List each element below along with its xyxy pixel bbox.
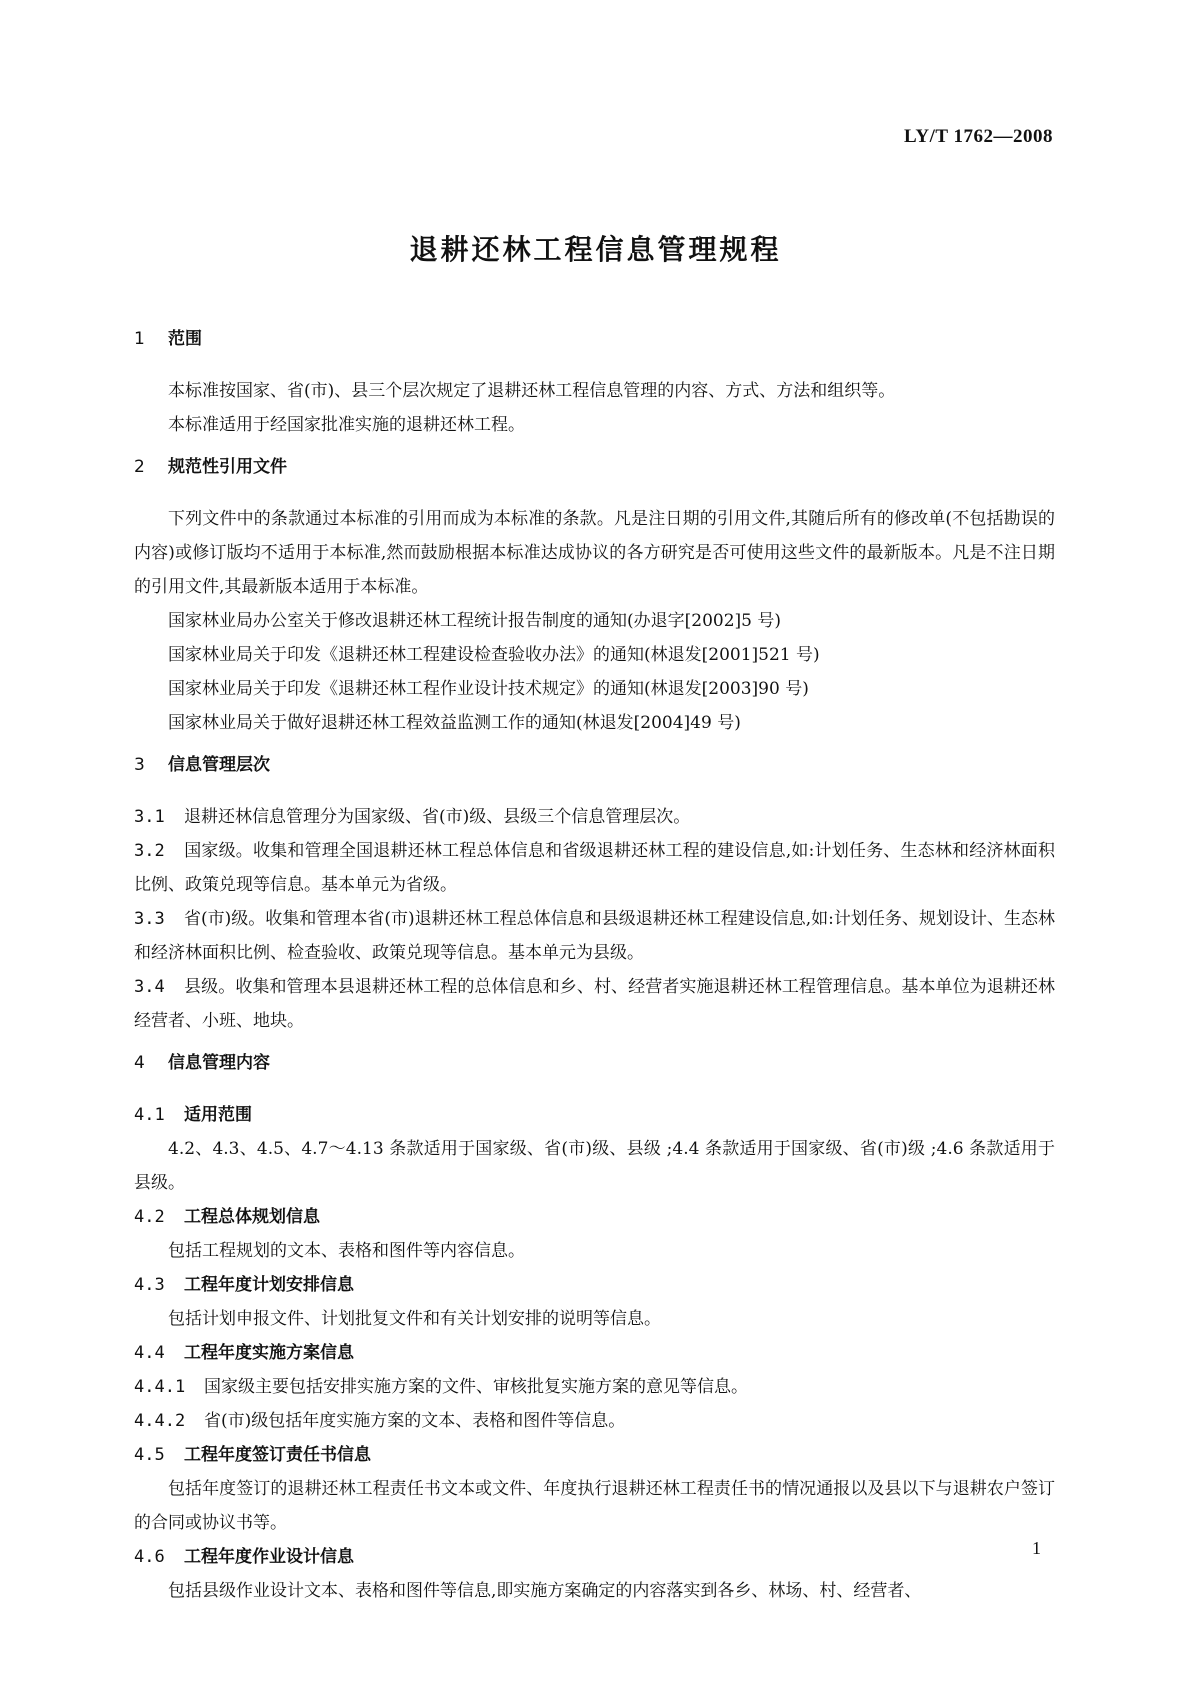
section-number: 4 (134, 1053, 145, 1073)
clause-title: 工程年度计划安排信息 (184, 1275, 354, 1295)
paragraph: 4.2、4.3、4.5、4.7～4.13 条款适用于国家级、省(市)级、县级 ;4.4 条款适用于国家级、省(市)级 ;4.6 条款适用于县级。 (134, 1139, 1055, 1193)
paragraph: 包括年度签订的退耕还林工程责任书文本或文件、年度执行退耕还林工程责任书的情况通报以及县以下与退耕农户签订的合同或协议书等。 (134, 1479, 1055, 1533)
clause (134, 834, 1055, 902)
clause-text: 国家级主要包括安排实施方案的文件、审核批复实施方案的意见等信息。 (204, 1377, 748, 1397)
clause-number: 4.4 (134, 1343, 165, 1363)
subclause-heading (134, 1268, 1055, 1302)
clause-text: 国家级。收集和管理全国退耕还林工程总体信息和省级退耕还林工程的建设信息,如:计划任务、生态林和经济林面积比例、政策兑现等信息。基本单元为省级。 (134, 841, 1055, 895)
clause-title: 工程年度实施方案信息 (184, 1343, 354, 1363)
clause (134, 970, 1055, 1038)
clause-number: 3.4 (134, 977, 165, 997)
subclause-heading (134, 1540, 1055, 1574)
reference-item: 国家林业局办公室关于修改退耕还林工程统计报告制度的通知(办退字[2002]5 号) (168, 611, 782, 631)
clause-number: 3.3 (134, 909, 165, 929)
clause-number: 4.1 (134, 1105, 165, 1125)
paragraph: 本标准适用于经国家批准实施的退耕还林工程。 (168, 415, 525, 435)
subclause (134, 1370, 1055, 1404)
reference-item: 国家林业局关于印发《退耕还林工程作业设计技术规定》的通知(林退发[2003]90 号) (168, 679, 809, 699)
section-title: 规范性引用文件 (168, 457, 287, 477)
section-number: 3 (134, 755, 145, 775)
section-number: 1 (134, 329, 145, 349)
clause-title: 工程年度签订责任书信息 (184, 1445, 371, 1465)
clause-title: 工程年度作业设计信息 (184, 1547, 354, 1567)
paragraph: 包括工程规划的文本、表格和图件等内容信息。 (168, 1241, 525, 1261)
standard-number: LY/T 1762—2008 (903, 126, 1053, 147)
section-title: 信息管理内容 (168, 1053, 270, 1073)
section-heading (134, 454, 1055, 480)
subclause (134, 1404, 1055, 1438)
clause-number: 4.2 (134, 1207, 165, 1227)
paragraph: 包括计划申报文件、计划批复文件和有关计划安排的说明等信息。 (168, 1309, 661, 1329)
paragraph: 本标准按国家、省(市)、县三个层次规定了退耕还林工程信息管理的内容、方式、方法和组织等。 (168, 381, 896, 401)
clause-number: 4.4.1 (134, 1377, 186, 1397)
document-title: 退耕还林工程信息管理规程 (409, 233, 782, 266)
section-heading (134, 752, 1055, 778)
clause-number: 3.1 (134, 807, 165, 827)
section-number: 2 (134, 457, 145, 477)
clause-title: 适用范围 (184, 1105, 252, 1125)
section-heading (134, 1050, 1055, 1076)
clause-number: 4.5 (134, 1445, 165, 1465)
reference-item: 国家林业局关于做好退耕还林工程效益监测工作的通知(林退发[2004]49 号) (168, 713, 741, 733)
clause-text: 退耕还林信息管理分为国家级、省(市)级、县级三个信息管理层次。 (184, 807, 691, 827)
paragraph: 下列文件中的条款通过本标准的引用而成为本标准的条款。凡是注日期的引用文件,其随后所有的修改单(不包括勘误的内容)或修订版均不适用于本标准,然而鼓励根据本标准达成协议的各方研究是否可使用这些文件的最新版本。凡是不注日期的引用文件,其最新版本适用于本标准。 (134, 509, 1055, 597)
subclause-heading (134, 1098, 1055, 1132)
clause-number: 3.2 (134, 841, 165, 861)
document-body (134, 326, 1055, 1608)
clause-title: 工程总体规划信息 (184, 1207, 320, 1227)
reference-item: 国家林业局关于印发《退耕还林工程建设检查验收办法》的通知(林退发[2001]521 号) (168, 645, 820, 665)
clause-number: 4.4.2 (134, 1411, 186, 1431)
clause (134, 902, 1055, 970)
paragraph: 包括县级作业设计文本、表格和图件等信息,即实施方案确定的内容落实到各乡、林场、村、经营者、 (168, 1581, 922, 1601)
clause-number: 4.6 (134, 1547, 165, 1567)
clause-number: 4.3 (134, 1275, 165, 1295)
clause (134, 800, 1055, 834)
clause-text: 县级。收集和管理本县退耕还林工程的总体信息和乡、村、经营者实施退耕还林工程管理信息。基本单位为退耕还林经营者、小班、地块。 (134, 977, 1055, 1031)
section-heading (134, 326, 1055, 352)
clause-text: 省(市)级。收集和管理本省(市)退耕还林工程总体信息和县级退耕还林工程建设信息,如:计划任务、规划设计、生态林和经济林面积比例、检查验收、政策兑现等信息。基本单元为县级。 (134, 909, 1055, 963)
page-number: 1 (1032, 1538, 1041, 1558)
subclause-heading (134, 1438, 1055, 1472)
subclause-heading (134, 1336, 1055, 1370)
clause-text: 省(市)级包括年度实施方案的文本、表格和图件等信息。 (204, 1411, 626, 1431)
section-title: 范围 (168, 329, 202, 349)
subclause-heading (134, 1200, 1055, 1234)
section-title: 信息管理层次 (168, 755, 270, 775)
